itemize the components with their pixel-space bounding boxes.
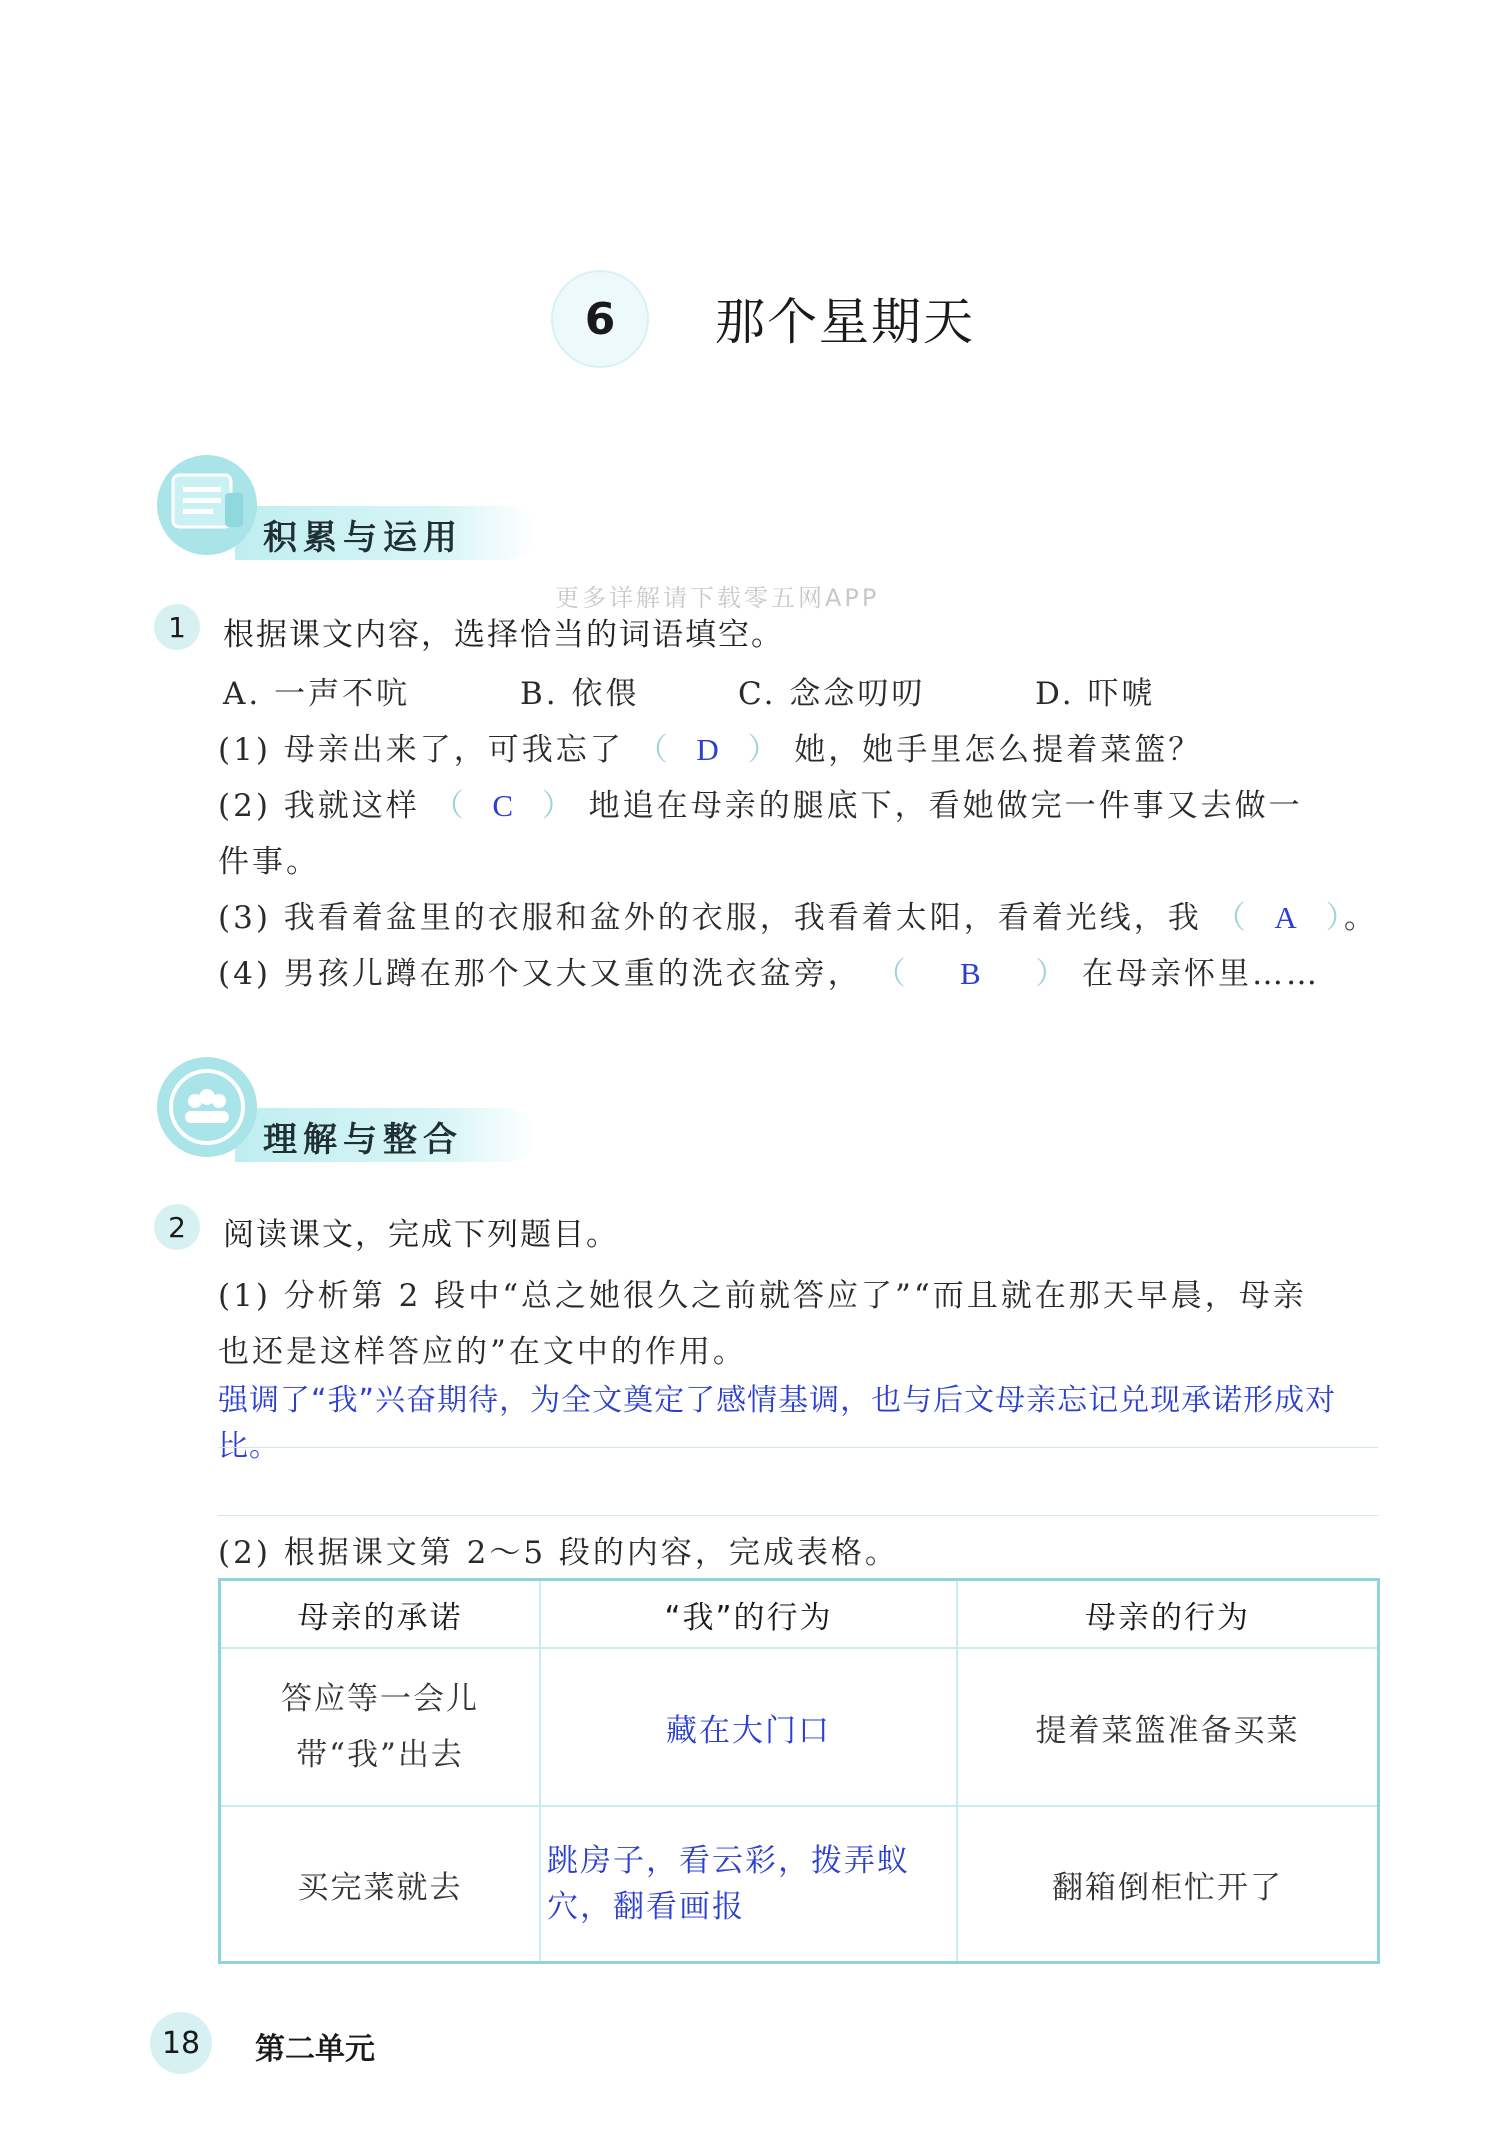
q1-item-2: (2) 我就这样 （ C ） 地追在母亲的腿底下，看她做完一件事又去做一 (218, 788, 1303, 824)
q1-item-1: (1) 母亲出来了，可我忘了 （ D ） 她，她手里怎么提着菜篮？ (218, 732, 1203, 768)
q1-item-3-text-after: 。 (1343, 900, 1378, 936)
option-d: D. 吓唬 (1035, 676, 1156, 712)
promise-table (218, 1578, 1380, 1964)
q1-item-1-answer: D (696, 732, 722, 767)
q2-sub2-prompt: (2) 根据课文第 2～5 段的内容，完成表格。 (218, 1535, 899, 1571)
option-a: A. 一声不吭 (223, 676, 411, 712)
q1-item-3-text-before: (3) 我看着盆里的衣服和盆外的衣服，我看着太阳，看着光线，我 (218, 900, 1202, 936)
answer-line-2 (218, 1515, 1378, 1516)
q1-item-3: (3) 我看着盆里的衣服和盆外的衣服，我看着太阳，看着光线，我 （ A ）。 (218, 900, 1378, 936)
q1-item-2-text-after: 地追在母亲的腿底下，看她做完一件事又去做一 (588, 788, 1303, 824)
q1-item-1-text-before: (1) 母亲出来了，可我忘了 (218, 732, 624, 768)
q1-item-2-text-before: (2) 我就这样 (218, 788, 420, 824)
option-b: B. 依偎 (520, 676, 640, 712)
q2-sub1-line1: (1) 分析第 2 段中“总之她很久之前就答应了”“而且就在那天早晨，母亲 (218, 1278, 1307, 1314)
table-cell-promise: 买完菜就去 (220, 1806, 541, 1963)
q1-item-2-answer: C (492, 788, 517, 823)
table-header-mother: 母亲的行为 (957, 1580, 1379, 1649)
q1-item-4-answer: B (960, 956, 984, 991)
lesson-title: 那个星期天 (715, 293, 975, 351)
section-title-understand: 理解与整合 (263, 1120, 463, 1160)
answer-line-1 (218, 1447, 1378, 1448)
table-cell-me: 跳房子，看云彩，拨弄蚁穴，翻看画报 (540, 1806, 957, 1963)
section-banner-accumulate (155, 498, 625, 568)
page-number: 18 (150, 2012, 212, 2074)
unit-label: 第二单元 (255, 2032, 375, 2067)
question-number-2: 2 (154, 1204, 200, 1250)
group-people-icon (155, 1055, 260, 1160)
table-cell-me: 藏在大门口 (540, 1648, 957, 1806)
section-banner-understand (155, 1100, 625, 1170)
q2-sub1-line2: 也还是这样答应的”在文中的作用。 (218, 1334, 747, 1370)
q1-item-4-text-after: 在母亲怀里…… (1082, 956, 1321, 992)
table-cell-mother: 翻箱倒柜忙开了 (957, 1806, 1379, 1963)
q2-sub1-answer: 强调了“我”兴奋期待，为全文奠定了感情基调，也与后文母亲忘记兑现承诺形成对比。 (218, 1383, 1337, 1464)
notebook-icon (155, 453, 260, 558)
section-title-accumulate: 积累与运用 (263, 518, 463, 558)
table-header-me: “我”的行为 (540, 1580, 957, 1649)
q1-item-4-text-before: (4) 男孩儿蹲在那个又大又重的洗衣盆旁， (218, 956, 862, 992)
q1-item-4: (4) 男孩儿蹲在那个又大又重的洗衣盆旁， （ B ） 在母亲怀里…… (218, 956, 1321, 992)
table-cell-mother: 提着菜篮准备买菜 (957, 1648, 1379, 1806)
table-cell-promise: 答应等一会儿带“我”出去 (220, 1648, 541, 1806)
q1-item-1-text-after: 她，她手里怎么提着菜篮？ (794, 732, 1203, 768)
table-header-promise: 母亲的承诺 (220, 1580, 541, 1649)
q1-item-2-continued: 件事。 (218, 844, 320, 880)
lesson-number: 6 (551, 270, 649, 368)
q1-item-3-answer: A (1274, 900, 1300, 935)
question-2-prompt: 阅读课文，完成下列题目。 (223, 1217, 619, 1253)
question-number-1: 1 (154, 604, 200, 650)
watermark: 更多详解请下载零五网APP (555, 584, 880, 612)
option-c: C. 念念叨叨 (738, 676, 926, 712)
question-1-prompt: 根据课文内容，选择恰当的词语填空。 (223, 617, 784, 653)
table-row (220, 1806, 1379, 1963)
table-header-row (220, 1580, 1379, 1649)
table-row (220, 1648, 1379, 1806)
